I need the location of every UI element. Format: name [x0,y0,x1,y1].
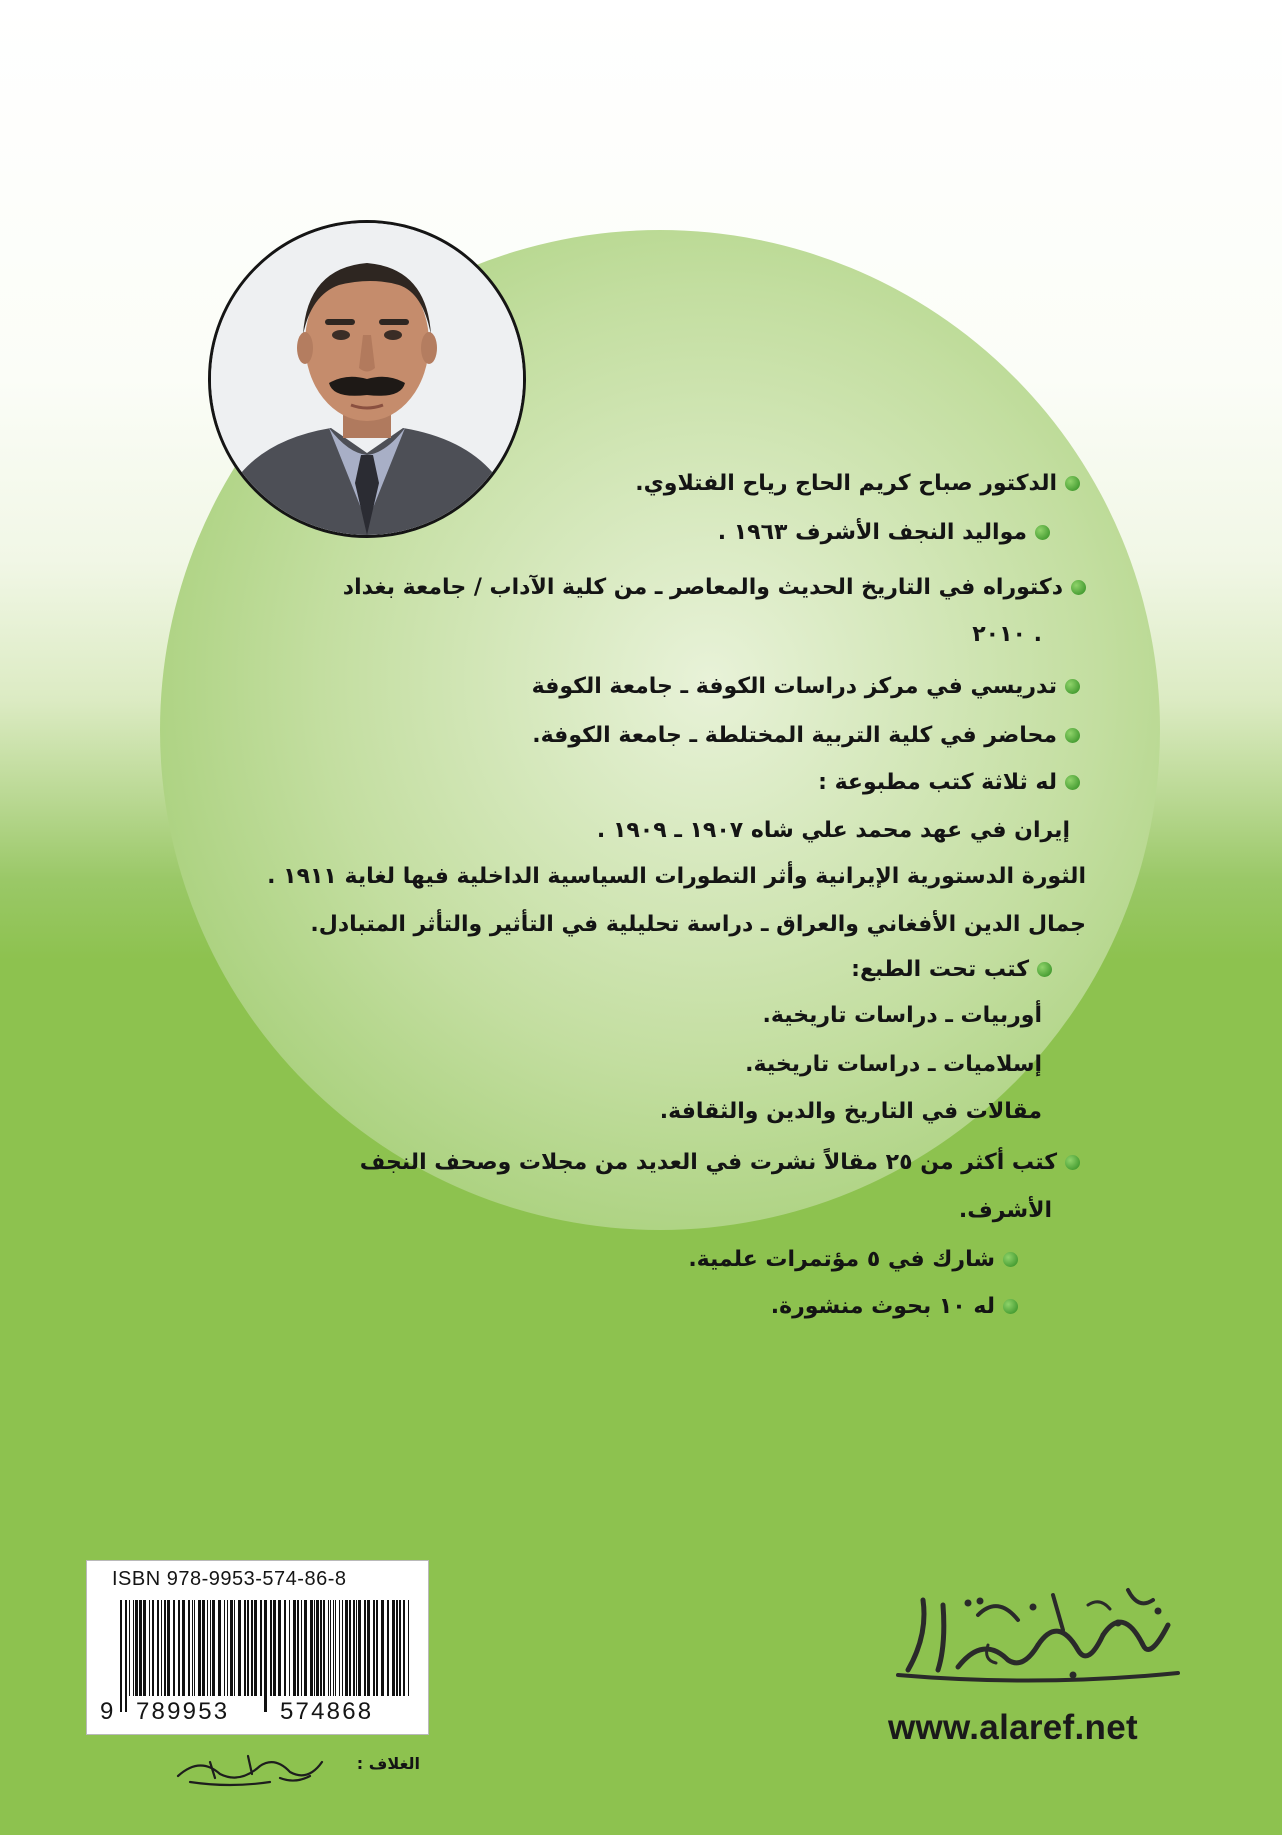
barcode-bar [167,1600,170,1696]
barcode-bar [135,1600,138,1696]
bio-line-printed-books: له ثلاثة كتب مطبوعة : [818,768,1080,798]
bio-line-birth: مواليد النجف الأشرف ١٩٦٣ . [718,518,1050,548]
barcode-bar [173,1600,175,1696]
bullet-icon [1003,1252,1018,1267]
barcode-bar [260,1600,262,1696]
cover-credit-label: الغلاف : [356,1754,420,1773]
barcode-bar [289,1600,290,1696]
barcode-bar [210,1600,211,1696]
barcode-bar [218,1600,221,1696]
bullet-icon [1035,525,1050,540]
barcode-bar [339,1600,340,1696]
barcode-bar [358,1600,361,1696]
barcode-bar [345,1600,348,1696]
bio-line-forthcoming-1: أوربيات ـ دراسات تاريخية. [762,1003,1042,1028]
barcode-bar [192,1600,193,1696]
bio-line-phd-year: . ٢٠١٠ [972,622,1042,647]
bullet-icon [1037,962,1052,977]
barcode-group-left: 789953 [136,1698,230,1725]
bio-line-articles-cont: الأشرف. [958,1198,1052,1223]
designer-signature-icon [170,1748,330,1788]
bio-line-forthcoming-2: إسلاميات ـ دراسات تاريخية. [745,1052,1042,1077]
barcode-bar [212,1600,215,1696]
barcode-bar [227,1600,228,1696]
barcode-bar [333,1600,334,1696]
barcode-bar [364,1600,366,1696]
barcode-bar [157,1600,159,1696]
barcode-bar [353,1600,355,1696]
barcode-bar [408,1600,409,1696]
bio-line-conferences: شارك في ٥ مؤتمرات علمية. [688,1245,1018,1275]
bullet-icon [1065,679,1080,694]
barcode-bar [297,1600,299,1696]
isbn-label: ISBN 978-9953-574-86-8 [112,1568,347,1590]
barcode-bar [396,1600,398,1696]
bio-line-forthcoming-3: مقالات في التاريخ والدين والثقافة. [659,1099,1042,1124]
barcode-bar [403,1600,405,1696]
barcode-bar [399,1600,401,1696]
barcode-bar [182,1600,185,1696]
bio-line-book-2: الثورة الدستورية الإيرانية وأثر التطورات السياسية الداخلية فيها لغاية ١٩١١ . [267,864,1086,889]
barcode-bar [238,1600,241,1696]
barcode-bar [273,1600,276,1696]
barcode-bar [342,1600,343,1696]
barcode-first-digit: 9 [100,1698,114,1725]
bio-line-name: الدكتور صباح كريم الحاج رياح الفتلاوي. [635,469,1080,499]
barcode-bar [164,1600,166,1696]
barcode-bar [278,1600,281,1696]
bio-line-book-1: إيران في عهد محمد علي شاه ١٩٠٧ ـ ١٩٠٩ . [596,818,1070,843]
barcode-bar [125,1600,127,1712]
bullet-icon [1071,580,1086,595]
barcode-bar [264,1600,267,1712]
barcode-bar [284,1600,286,1696]
barcode-bar [234,1600,235,1696]
barcode-bar [392,1600,395,1696]
bullet-icon [1065,728,1080,743]
barcode-bar [251,1600,253,1696]
bio-line-phd: دكتوراه في التاريخ الحديث والمعاصر ـ من كلية الآداب / جامعة بغداد [343,573,1086,603]
barcode-bar [310,1600,313,1696]
bullet-icon [1065,775,1080,790]
barcode-bar [188,1600,190,1696]
barcode-bar [230,1600,233,1696]
barcode-bar [247,1600,249,1696]
barcode-bar [198,1600,201,1696]
barcode-bar [301,1600,302,1696]
bio-line-articles: كتب أكثر من ٢٥ مقالاً نشرت في العديد من مجلات وصحف النجف [360,1148,1080,1178]
barcode-bar [367,1600,370,1696]
barcode-bar [349,1600,351,1696]
barcode-bar [161,1600,162,1696]
barcode-bar [129,1600,130,1696]
barcode-bar [194,1600,195,1696]
publisher-calligraphy-logo-icon [888,1575,1188,1690]
barcode-bar [314,1600,315,1696]
barcode-bar [335,1600,336,1696]
bullet-icon [1003,1299,1018,1314]
publisher-website: www.alaref.net [888,1708,1138,1747]
bio-line-teaching: تدريسي في مركز دراسات الكوفة ـ جامعة الكوفة [532,672,1080,702]
barcode-bar [320,1600,322,1696]
barcode-bar [316,1600,319,1696]
barcode-bar [254,1600,257,1696]
barcode-bar [207,1600,208,1696]
barcode-bar [381,1600,384,1696]
barcode-bar [323,1600,325,1696]
bio-line-book-3: جمال الدين الأفغاني والعراق ـ دراسة تحليلية في التأثير والتأثر المتبادل. [310,912,1086,937]
bio-line-forthcoming: كتب تحت الطبع: [851,955,1052,985]
barcode-bar [202,1600,205,1696]
bio-line-research: له ١٠ بحوث منشورة. [771,1292,1018,1322]
barcode-bar [178,1600,180,1696]
barcode-bar [293,1600,296,1696]
barcode-bar [330,1600,331,1696]
barcode-bar [244,1600,246,1696]
barcode-bar [152,1600,154,1696]
barcode-bar [149,1600,150,1696]
bullet-icon [1065,476,1080,491]
bullet-icon [1065,1155,1080,1170]
barcode-bar [373,1600,375,1696]
barcode-bar [133,1600,134,1696]
barcode-bar [139,1600,142,1696]
barcode-bar [120,1600,122,1712]
barcode-bar [270,1600,272,1696]
author-bio-list [267,470,1086,1319]
barcode-bar [356,1600,357,1696]
cover-credit [170,1748,420,1788]
barcode-group-right: 574868 [280,1698,374,1725]
barcode-bar [304,1600,307,1696]
barcode-bar [376,1600,378,1696]
barcode-bar [224,1600,225,1696]
barcode-bar [328,1600,329,1696]
bio-line-lecturer: محاضر في كلية التربية المختلطة ـ جامعة الكوفة. [532,721,1080,751]
barcode-bar [143,1600,146,1696]
barcode-bar [387,1600,389,1696]
